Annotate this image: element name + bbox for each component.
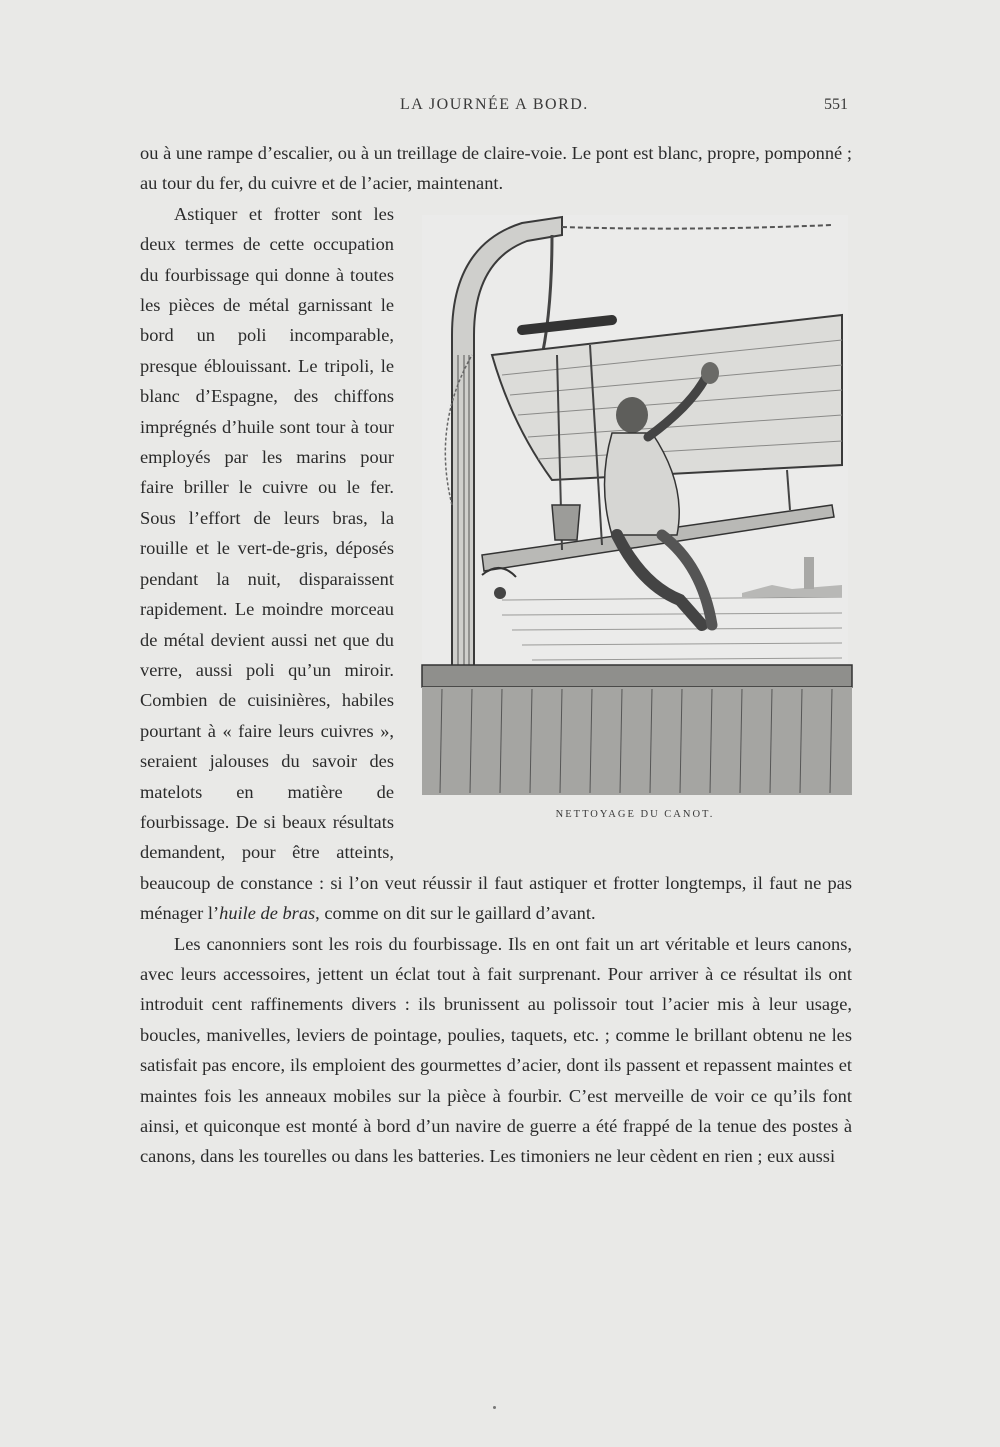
paragraph-2-text-b: , comme on dit sur le gaillard d’avant. xyxy=(315,903,596,924)
page-number: 551 xyxy=(824,96,848,113)
running-title: LA JOURNÉE A BORD. xyxy=(400,96,589,113)
paragraph-3: Les canonniers sont les rois du fourbissage. Ils en ont fait un art véritable et leurs canons, avec leurs accessoires, jettent un éclat tout à fait surprenant. Pour arriver à ce résultat ils ont introduit cent raffinements divers : ils brunissent au polissoir tout l’acier mis à leur usage, boucles, manivelles, leviers de pointage, poulies, taquets, etc. ; comme le brillant obtenu ne les satisfait pas encore, ils emploient des gourmettes d’acier, dont ils passent et repassent maintes et maintes fois les anneaux mobiles sur la pièce à fourbir. C’est merveille de voir ce qu’ils font ainsi, et quiconque est monté à bord d’un navire de guerre a été frappé de la tenue des postes à canons, dans les tourelles ou dans les batteries. Les timoniers ne leur cèdent en rien ; eux aussi xyxy=(140,933,852,1167)
figure-caption: NETTOYAGE DU CANOT. xyxy=(555,809,715,821)
engraving-sailor-cleaning-boat-icon xyxy=(412,205,858,805)
paragraph-2-text-a: Astiquer et frotter sont les deux termes de cette occupation du fourbissage qui donne à toutes les pièces de métal garnissant le bord un poli incomparable, presque éblouissant. Le tripoli, le blanc d’Espagne, des chiffons imprégnés d’huile sont tour à tour employés par les marins pour faire briller le cuivre ou le fer. Sous l’effort de leurs bras, la rouille et le vert-de-gris, déposés pendant la nuit, disparaissent rapidement. Le moindre morceau de métal devient aussi net que du verre, aussi poli qu’un miroir. Combien de cuisinières, habiles pourtant à « faire leurs cuivres », seraient jalouses du savoir des matelots en matière de fourbissage. De si beaux résultats demandent, pour être atteints, beaucoup de constance : si l’on veut réussir il faut astiquer et frotter longtemps, il faut ne pas ménager l’ xyxy=(140,203,852,924)
paper-speck xyxy=(493,1406,496,1409)
paragraph-2-emphasis: huile de bras xyxy=(219,903,316,924)
body-text xyxy=(140,138,852,1172)
figure xyxy=(412,205,858,845)
paragraph-1: ou à une rampe d’escalier, ou à un treillage de claire-voie. Le pont est blanc, propre, pomponné ; au tour du fer, du cuivre et de l’acier, maintenant. xyxy=(140,143,852,194)
running-head xyxy=(140,96,860,120)
